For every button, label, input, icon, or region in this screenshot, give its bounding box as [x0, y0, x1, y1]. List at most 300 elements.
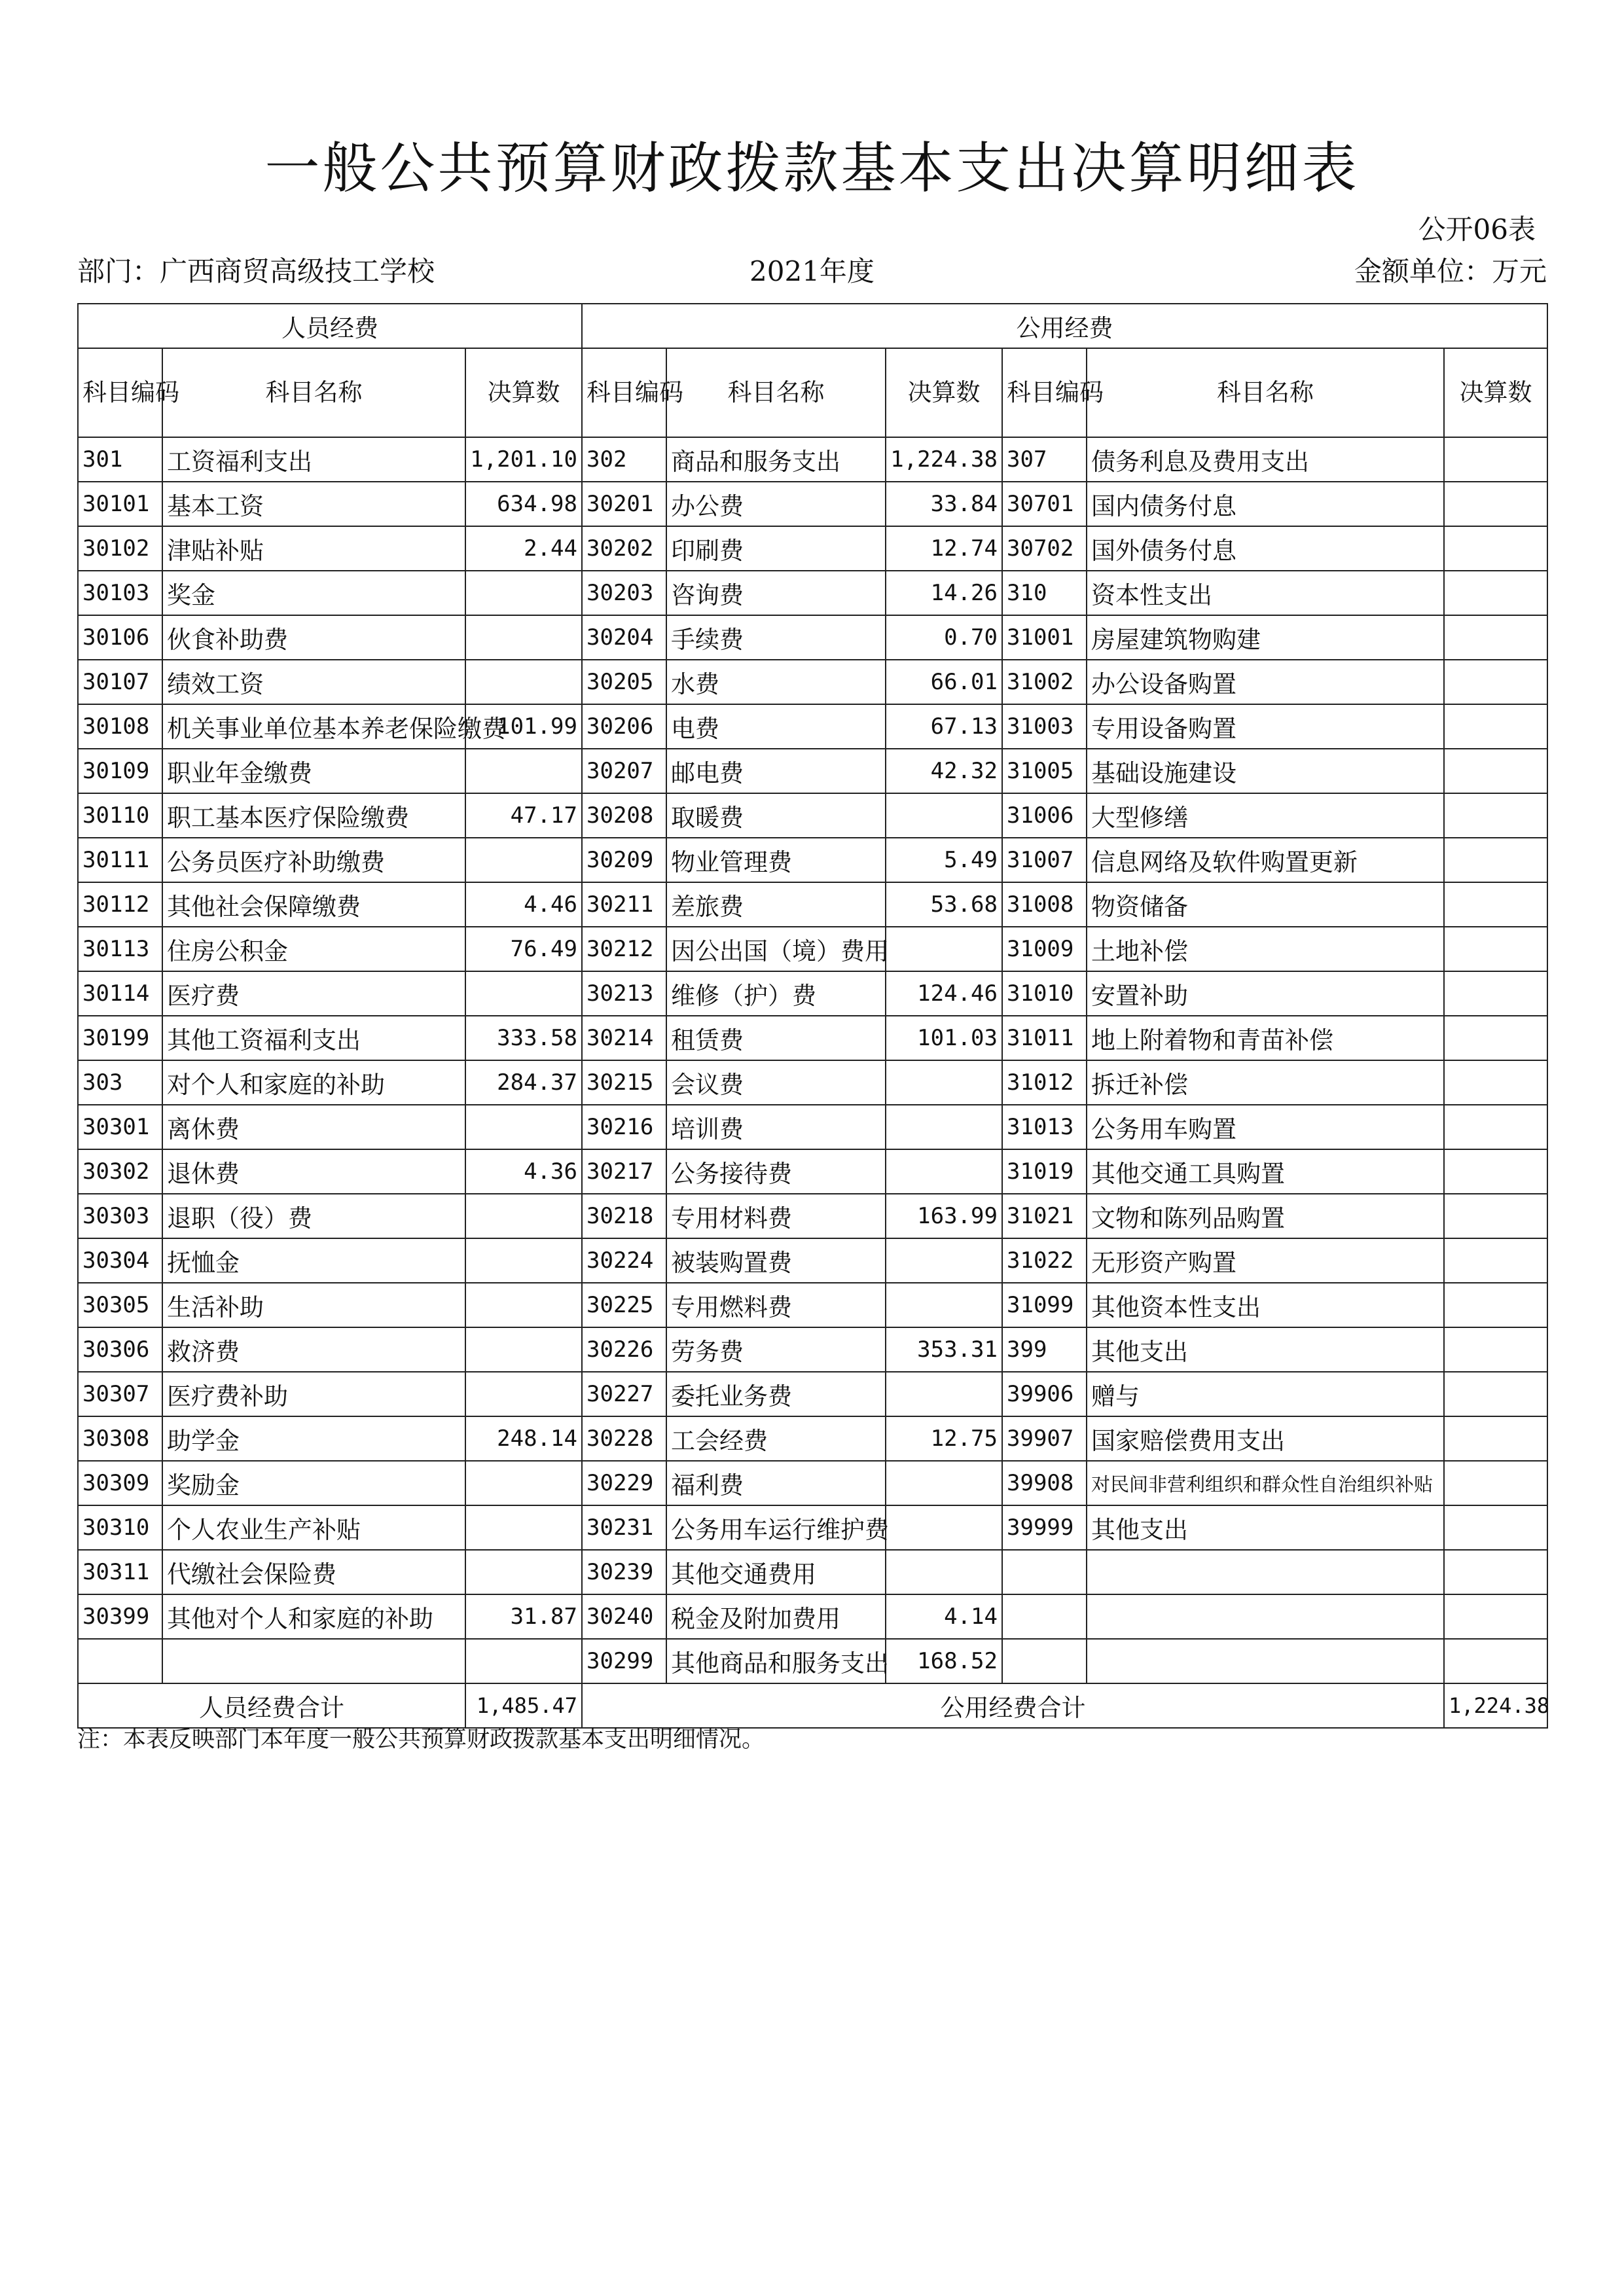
amount-cell: [465, 1550, 582, 1594]
amount-cell: [1444, 704, 1547, 749]
amount-cell: 12.74: [886, 526, 1002, 571]
code-cell: 30303: [78, 1194, 162, 1238]
amount-cell: [1444, 793, 1547, 838]
name-cell: 对个人和家庭的补助: [162, 1060, 465, 1105]
code-cell: 30224: [582, 1238, 666, 1283]
header-name: 科目名称: [666, 348, 886, 437]
department-label: 部门：广西商贸高级技工学校: [77, 255, 435, 287]
code-cell: 30201: [582, 482, 666, 526]
amount-cell: 284.37: [465, 1060, 582, 1105]
name-cell: [1087, 1550, 1444, 1594]
amount-cell: [465, 1461, 582, 1505]
code-cell: 30239: [582, 1550, 666, 1594]
code-cell: 31013: [1002, 1105, 1087, 1149]
code-cell: 30231: [582, 1505, 666, 1550]
code-cell: 301: [78, 437, 162, 482]
table-row: [78, 1594, 1547, 1639]
amount-cell: [1444, 615, 1547, 660]
fiscal-year: 2021年度: [749, 255, 875, 287]
code-cell: 30228: [582, 1416, 666, 1461]
name-cell: 租赁费: [666, 1016, 886, 1060]
amount-cell: [465, 971, 582, 1016]
amount-cell: 163.99: [886, 1194, 1002, 1238]
amount-cell: [1444, 1016, 1547, 1060]
amount-cell: [886, 1550, 1002, 1594]
name-cell: 福利费: [666, 1461, 886, 1505]
code-cell: 31002: [1002, 660, 1087, 704]
code-cell: 30309: [78, 1461, 162, 1505]
form-number: 公开06表: [1418, 213, 1536, 245]
amount-cell: [886, 1105, 1002, 1149]
amount-cell: [886, 1283, 1002, 1327]
name-cell: 国内债务付息: [1087, 482, 1444, 526]
name-cell: 公务员医疗补助缴费: [162, 838, 465, 882]
amount-cell: [1444, 1505, 1547, 1550]
name-cell: 医疗费: [162, 971, 465, 1016]
amount-cell: 124.46: [886, 971, 1002, 1016]
code-cell: 399: [1002, 1327, 1087, 1372]
name-cell: 其他对个人和家庭的补助: [162, 1594, 465, 1639]
code-cell: [1002, 1639, 1087, 1683]
group-personnel: 人员经费: [78, 304, 582, 348]
amount-cell: [1444, 1327, 1547, 1372]
code-cell: 39906: [1002, 1372, 1087, 1416]
code-cell: 310: [1002, 571, 1087, 615]
header-code: 科目编码: [1002, 348, 1087, 437]
code-cell: 30217: [582, 1149, 666, 1194]
amount-cell: 47.17: [465, 793, 582, 838]
name-cell: 住房公积金: [162, 927, 465, 971]
amount-cell: 168.52: [886, 1639, 1002, 1683]
code-cell: 307: [1002, 437, 1087, 482]
table-row: [78, 1372, 1547, 1416]
public-total-amount: 1,224.38: [1444, 1683, 1547, 1728]
table-row: [78, 526, 1547, 571]
amount-cell: 66.01: [886, 660, 1002, 704]
amount-cell: [1444, 1283, 1547, 1327]
code-cell: 39999: [1002, 1505, 1087, 1550]
amount-cell: 4.14: [886, 1594, 1002, 1639]
name-cell: 其他支出: [1087, 1327, 1444, 1372]
amount-cell: [1444, 1461, 1547, 1505]
name-cell: [1087, 1639, 1444, 1683]
code-cell: 30227: [582, 1372, 666, 1416]
name-cell: 其他交通费用: [666, 1550, 886, 1594]
table-row: [78, 1416, 1547, 1461]
code-cell: 31008: [1002, 882, 1087, 927]
amount-cell: [1444, 1238, 1547, 1283]
name-cell: 抚恤金: [162, 1238, 465, 1283]
name-cell: 其他资本性支出: [1087, 1283, 1444, 1327]
code-cell: 31003: [1002, 704, 1087, 749]
amount-cell: [1444, 1194, 1547, 1238]
name-cell: 拆迁补偿: [1087, 1060, 1444, 1105]
name-cell: 国家赔偿费用支出: [1087, 1416, 1444, 1461]
name-cell: 房屋建筑物购建: [1087, 615, 1444, 660]
amount-cell: 1,201.10: [465, 437, 582, 482]
code-cell: 30206: [582, 704, 666, 749]
name-cell: 赠与: [1087, 1372, 1444, 1416]
header-code: 科目编码: [78, 348, 162, 437]
name-cell: 奖金: [162, 571, 465, 615]
code-cell: 30305: [78, 1283, 162, 1327]
name-cell: 绩效工资: [162, 660, 465, 704]
amount-cell: 1,224.38: [886, 437, 1002, 482]
name-cell: 公务接待费: [666, 1149, 886, 1194]
page-title: 一般公共预算财政拨款基本支出决算明细表: [264, 136, 1360, 200]
amount-cell: 76.49: [465, 927, 582, 971]
table-row: [78, 1238, 1547, 1283]
code-cell: 31019: [1002, 1149, 1087, 1194]
name-cell: 咨询费: [666, 571, 886, 615]
code-cell: 30109: [78, 749, 162, 793]
name-cell: 其他交通工具购置: [1087, 1149, 1444, 1194]
name-cell: 培训费: [666, 1105, 886, 1149]
code-cell: 30301: [78, 1105, 162, 1149]
code-cell: [78, 1639, 162, 1683]
code-cell: 39907: [1002, 1416, 1087, 1461]
name-cell: 离休费: [162, 1105, 465, 1149]
name-cell: 公务用车购置: [1087, 1105, 1444, 1149]
amount-cell: [1444, 1639, 1547, 1683]
amount-cell: 42.32: [886, 749, 1002, 793]
code-cell: 30199: [78, 1016, 162, 1060]
table-row: [78, 838, 1547, 882]
code-cell: 31099: [1002, 1283, 1087, 1327]
name-cell: 津贴补贴: [162, 526, 465, 571]
code-cell: 30311: [78, 1550, 162, 1594]
code-cell: 30110: [78, 793, 162, 838]
amount-cell: [1444, 927, 1547, 971]
name-cell: 退职（役）费: [162, 1194, 465, 1238]
code-cell: [1002, 1594, 1087, 1639]
table-row: [78, 1505, 1547, 1550]
amount-cell: [465, 1327, 582, 1372]
name-cell: 工资福利支出: [162, 437, 465, 482]
amount-cell: 5.49: [886, 838, 1002, 882]
name-cell: 邮电费: [666, 749, 886, 793]
code-cell: 30204: [582, 615, 666, 660]
code-cell: 30399: [78, 1594, 162, 1639]
name-cell: 职工基本医疗保险缴费: [162, 793, 465, 838]
amount-cell: [465, 615, 582, 660]
amount-cell: [1444, 571, 1547, 615]
header-name: 科目名称: [162, 348, 465, 437]
code-cell: 30214: [582, 1016, 666, 1060]
amount-cell: 67.13: [886, 704, 1002, 749]
footnote: 注：本表反映部门本年度一般公共预算财政拨款基本支出明细情况。: [77, 1727, 765, 1753]
table-row: [78, 1283, 1547, 1327]
column-header-row: [78, 348, 1547, 437]
name-cell: 手续费: [666, 615, 886, 660]
table-row: [78, 1327, 1547, 1372]
name-cell: 基础设施建设: [1087, 749, 1444, 793]
table-row: [78, 793, 1547, 838]
name-cell: 劳务费: [666, 1327, 886, 1372]
amount-cell: [1444, 1550, 1547, 1594]
table-body: [78, 437, 1547, 1683]
table-row: [78, 1105, 1547, 1149]
code-cell: 31011: [1002, 1016, 1087, 1060]
personnel-total-label: 人员经费合计: [78, 1683, 465, 1728]
name-cell: 专用设备购置: [1087, 704, 1444, 749]
name-cell: 物业管理费: [666, 838, 886, 882]
name-cell: 对民间非营利组织和群众性自治组织补贴: [1087, 1461, 1444, 1505]
name-cell: 维修（护）费: [666, 971, 886, 1016]
code-cell: 303: [78, 1060, 162, 1105]
table-row: [78, 882, 1547, 927]
amount-cell: 333.58: [465, 1016, 582, 1060]
table-row: [78, 749, 1547, 793]
amount-cell: [465, 838, 582, 882]
amount-cell: [1444, 526, 1547, 571]
code-cell: 30212: [582, 927, 666, 971]
amount-cell: 353.31: [886, 1327, 1002, 1372]
name-cell: 被装购置费: [666, 1238, 886, 1283]
amount-cell: [886, 927, 1002, 971]
code-cell: 30103: [78, 571, 162, 615]
amount-cell: [465, 1238, 582, 1283]
amount-cell: 2.44: [465, 526, 582, 571]
name-cell: 无形资产购置: [1087, 1238, 1444, 1283]
name-cell: 职业年金缴费: [162, 749, 465, 793]
name-cell: 印刷费: [666, 526, 886, 571]
amount-cell: 248.14: [465, 1416, 582, 1461]
code-cell: 31005: [1002, 749, 1087, 793]
name-cell: 国外债务付息: [1087, 526, 1444, 571]
name-cell: 工会经费: [666, 1416, 886, 1461]
amount-cell: [465, 1194, 582, 1238]
amount-cell: 634.98: [465, 482, 582, 526]
name-cell: 生活补助: [162, 1283, 465, 1327]
amount-cell: [1444, 437, 1547, 482]
name-cell: 奖励金: [162, 1461, 465, 1505]
code-cell: 30701: [1002, 482, 1087, 526]
code-cell: 30211: [582, 882, 666, 927]
amount-cell: [465, 571, 582, 615]
amount-cell: [1444, 660, 1547, 704]
code-cell: [1002, 1550, 1087, 1594]
amount-unit: 金额单位：万元: [1354, 255, 1547, 287]
code-cell: 30114: [78, 971, 162, 1016]
code-cell: 30106: [78, 615, 162, 660]
name-cell: 信息网络及软件购置更新: [1087, 838, 1444, 882]
name-cell: 文物和陈列品购置: [1087, 1194, 1444, 1238]
code-cell: 30111: [78, 838, 162, 882]
amount-cell: 31.87: [465, 1594, 582, 1639]
name-cell: 基本工资: [162, 482, 465, 526]
code-cell: 30101: [78, 482, 162, 526]
name-cell: 土地补偿: [1087, 927, 1444, 971]
expenditure-table: [77, 303, 1548, 1729]
name-cell: [162, 1639, 465, 1683]
code-cell: 31006: [1002, 793, 1087, 838]
group-header-row: [78, 304, 1547, 348]
name-cell: 其他商品和服务支出: [666, 1639, 886, 1683]
code-cell: 30112: [78, 882, 162, 927]
amount-cell: [1444, 1416, 1547, 1461]
name-cell: 取暖费: [666, 793, 886, 838]
table-row: [78, 615, 1547, 660]
code-cell: 30205: [582, 660, 666, 704]
amount-cell: [1444, 1105, 1547, 1149]
header-amount: 决算数: [886, 348, 1002, 437]
header-name: 科目名称: [1087, 348, 1444, 437]
code-cell: 30304: [78, 1238, 162, 1283]
name-cell: 资本性支出: [1087, 571, 1444, 615]
name-cell: 机关事业单位基本养老保险缴费: [162, 704, 465, 749]
name-cell: 差旅费: [666, 882, 886, 927]
code-cell: 39908: [1002, 1461, 1087, 1505]
name-cell: 地上附着物和青苗补偿: [1087, 1016, 1444, 1060]
table-row: [78, 971, 1547, 1016]
amount-cell: 53.68: [886, 882, 1002, 927]
code-cell: 31022: [1002, 1238, 1087, 1283]
amount-cell: [1444, 1060, 1547, 1105]
code-cell: 30113: [78, 927, 162, 971]
amount-cell: [465, 1639, 582, 1683]
amount-cell: 33.84: [886, 482, 1002, 526]
code-cell: 30308: [78, 1416, 162, 1461]
table-row: [78, 437, 1547, 482]
header-code: 科目编码: [582, 348, 666, 437]
code-cell: 30209: [582, 838, 666, 882]
code-cell: 30213: [582, 971, 666, 1016]
code-cell: 31001: [1002, 615, 1087, 660]
name-cell: 办公设备购置: [1087, 660, 1444, 704]
name-cell: 大型修缮: [1087, 793, 1444, 838]
amount-cell: [886, 1238, 1002, 1283]
name-cell: 会议费: [666, 1060, 886, 1105]
table-row: [78, 1461, 1547, 1505]
code-cell: 30218: [582, 1194, 666, 1238]
code-cell: 31009: [1002, 927, 1087, 971]
amount-cell: [886, 1060, 1002, 1105]
table-row: [78, 927, 1547, 971]
name-cell: 水费: [666, 660, 886, 704]
amount-cell: 14.26: [886, 571, 1002, 615]
amount-cell: [1444, 1149, 1547, 1194]
amount-cell: 4.36: [465, 1149, 582, 1194]
amount-cell: [886, 1149, 1002, 1194]
amount-cell: 0.70: [886, 615, 1002, 660]
amount-cell: [886, 1461, 1002, 1505]
amount-cell: [465, 660, 582, 704]
name-cell: 安置补助: [1087, 971, 1444, 1016]
name-cell: 委托业务费: [666, 1372, 886, 1416]
header-amount: 决算数: [465, 348, 582, 437]
code-cell: 30226: [582, 1327, 666, 1372]
code-cell: 30208: [582, 793, 666, 838]
code-cell: 302: [582, 437, 666, 482]
amount-cell: [886, 793, 1002, 838]
table-row: [78, 1149, 1547, 1194]
code-cell: 30207: [582, 749, 666, 793]
amount-cell: [1444, 482, 1547, 526]
code-cell: 30307: [78, 1372, 162, 1416]
amount-cell: [465, 1105, 582, 1149]
name-cell: 电费: [666, 704, 886, 749]
amount-cell: [1444, 749, 1547, 793]
name-cell: 商品和服务支出: [666, 437, 886, 482]
group-public: 公用经费: [582, 304, 1547, 348]
code-cell: 30229: [582, 1461, 666, 1505]
amount-cell: 101.03: [886, 1016, 1002, 1060]
table-row: [78, 1550, 1547, 1594]
amount-cell: [465, 1283, 582, 1327]
name-cell: 退休费: [162, 1149, 465, 1194]
name-cell: 代缴社会保险费: [162, 1550, 465, 1594]
table-row: [78, 660, 1547, 704]
amount-cell: [1444, 882, 1547, 927]
name-cell: 其他支出: [1087, 1505, 1444, 1550]
code-cell: 31012: [1002, 1060, 1087, 1105]
code-cell: 30216: [582, 1105, 666, 1149]
amount-cell: [1444, 971, 1547, 1016]
code-cell: 30310: [78, 1505, 162, 1550]
code-cell: 30302: [78, 1149, 162, 1194]
name-cell: 专用燃料费: [666, 1283, 886, 1327]
meta-line: [77, 250, 1547, 289]
amount-cell: [465, 749, 582, 793]
table-row: [78, 704, 1547, 749]
name-cell: 专用材料费: [666, 1194, 886, 1238]
name-cell: 债务利息及费用支出: [1087, 437, 1444, 482]
code-cell: 30225: [582, 1283, 666, 1327]
amount-cell: 4.46: [465, 882, 582, 927]
name-cell: 税金及附加费用: [666, 1594, 886, 1639]
code-cell: 30299: [582, 1639, 666, 1683]
amount-cell: [465, 1372, 582, 1416]
amount-cell: [1444, 838, 1547, 882]
name-cell: 办公费: [666, 482, 886, 526]
code-cell: 31021: [1002, 1194, 1087, 1238]
name-cell: 个人农业生产补贴: [162, 1505, 465, 1550]
amount-cell: [886, 1505, 1002, 1550]
public-total-label: 公用经费合计: [582, 1683, 1444, 1728]
name-cell: 公务用车运行维护费: [666, 1505, 886, 1550]
code-cell: 30306: [78, 1327, 162, 1372]
name-cell: [1087, 1594, 1444, 1639]
code-cell: 30107: [78, 660, 162, 704]
amount-cell: [465, 1505, 582, 1550]
table-row: [78, 571, 1547, 615]
table-row: [78, 482, 1547, 526]
header-amount: 决算数: [1444, 348, 1547, 437]
name-cell: 其他工资福利支出: [162, 1016, 465, 1060]
name-cell: 伙食补助费: [162, 615, 465, 660]
personnel-total-amount: 1,485.47: [465, 1683, 582, 1728]
table-row: [78, 1016, 1547, 1060]
amount-cell: 12.75: [886, 1416, 1002, 1461]
table-row: [78, 1194, 1547, 1238]
amount-cell: [1444, 1372, 1547, 1416]
table-row: [78, 1639, 1547, 1683]
code-cell: 30108: [78, 704, 162, 749]
code-cell: 31007: [1002, 838, 1087, 882]
name-cell: 因公出国（境）费用: [666, 927, 886, 971]
name-cell: 其他社会保障缴费: [162, 882, 465, 927]
code-cell: 30203: [582, 571, 666, 615]
code-cell: 31010: [1002, 971, 1087, 1016]
name-cell: 救济费: [162, 1327, 465, 1372]
name-cell: 医疗费补助: [162, 1372, 465, 1416]
table-row: [78, 1060, 1547, 1105]
code-cell: 30702: [1002, 526, 1087, 571]
code-cell: 30202: [582, 526, 666, 571]
name-cell: 助学金: [162, 1416, 465, 1461]
amount-cell: [886, 1372, 1002, 1416]
